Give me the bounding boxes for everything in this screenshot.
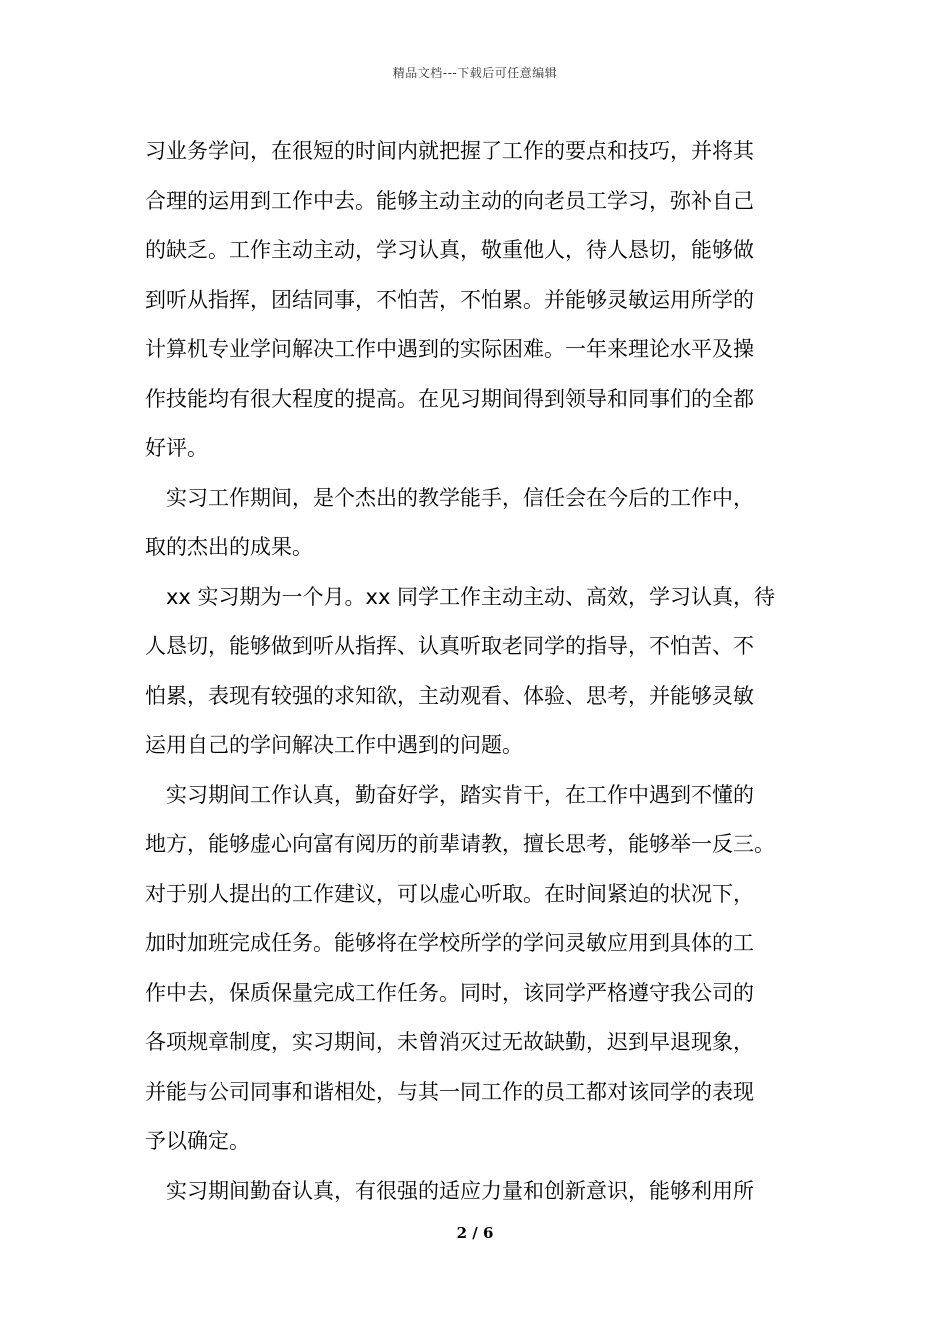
text-line: 各项规章制度，实习期间，未曾消灭过无故缺勤，迟到早退现象， xyxy=(145,1030,754,1054)
text-line: 予以确定。 xyxy=(145,1129,250,1153)
text-line: 到听从指挥，团结同事，不怕苦，不怕累。并能够灵敏运用所学的 xyxy=(145,287,754,312)
text-line: 合理的运用到工作中去。能够主动主动的向老员工学习，弥补自己 xyxy=(145,188,754,213)
page-header: 精品文档---下载后可任意编辑 xyxy=(392,66,558,80)
text-line: 好评。 xyxy=(145,436,208,460)
text-line: 作中去，保质保量完成工作任务。同时，该同学严格遵守我公司的 xyxy=(145,980,754,1005)
text-line: 作技能均有很大程度的提高。在见习期间得到领导和同事们的全都 xyxy=(145,386,754,411)
text-line: 计算机专业学问解决工作中遇到的实际困难。一年来理论水平及操 xyxy=(145,337,754,361)
text-line: 怕累，表现有较强的求知欲，主动观看、体验、思考，并能够灵敏 xyxy=(145,683,754,708)
text-line: 人恳切，能够做到听从指挥、认真听取老同学的指导，不怕苦、不 xyxy=(145,634,754,658)
document-body xyxy=(145,127,825,1216)
text-line: 运用自己的学问解决工作中遇到的问题。 xyxy=(145,733,523,757)
text-line: 加时加班完成任务。能够将在学校所学的学问灵敏应用到具体的工 xyxy=(145,931,754,955)
paragraph-start-line: 实习期间工作认真，勤奋好学，踏实肯干，在工作中遇到不懂的 xyxy=(166,782,754,807)
paragraph-start-line: xx 实习期为一个月。xx 同学工作主动主动、高效，学习认真，待 xyxy=(166,584,776,609)
text-line: 取的杰出的成果。 xyxy=(145,535,313,559)
text-line: 的缺乏。工作主动主动，学习认真，敬重他人，待人恳切，能够做 xyxy=(145,238,754,262)
paragraph-start-line: 实习期间勤奋认真，有很强的适应力量和创新意识，能够利用所 xyxy=(166,1178,754,1203)
page-number: 2 / 6 xyxy=(456,1224,494,1242)
text-line: 并能与公司同事和谐相处，与其一同工作的员工都对该同学的表现 xyxy=(145,1079,754,1104)
text-line: 习业务学问，在很短的时间内就把握了工作的要点和技巧，并将其 xyxy=(145,139,754,163)
text-line: 对于别人提出的工作建议，可以虚心听取。在时间紧迫的状况下， xyxy=(145,881,754,906)
paragraph-start-line: 实习工作期间，是个杰出的教学能手，信任会在今后的工作中， xyxy=(166,485,754,510)
text-line: 地方，能够虚心向富有阅历的前辈请教，擅长思考，能够举一反三。 xyxy=(145,832,775,856)
